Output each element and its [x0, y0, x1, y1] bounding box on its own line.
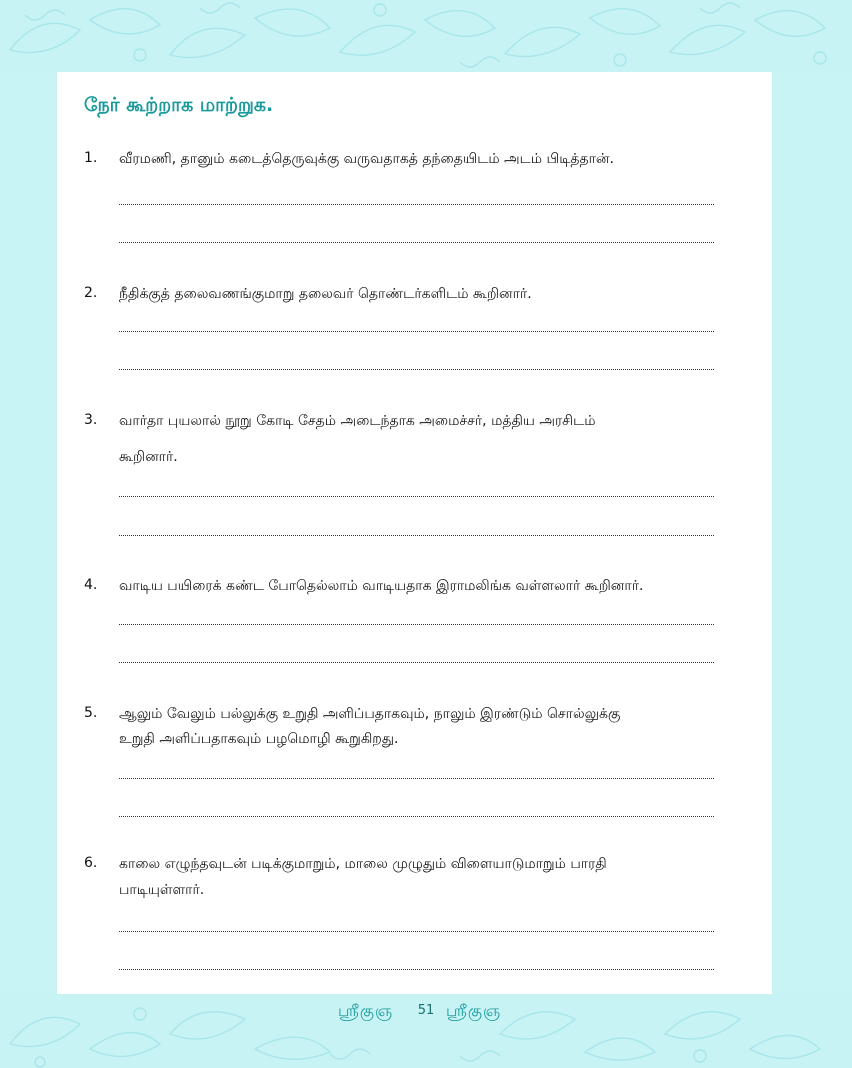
question-text-continued: பாடியுள்ளார். — [119, 882, 205, 898]
answer-line[interactable] — [119, 816, 714, 817]
page-title: நேர் கூற்றாக மாற்றுக. — [84, 94, 274, 116]
question-text: வார்தா புயலால் நூறு கோடி சேதம் அடைந்தாக அமைச்சர், மத்திய அரசிடம் — [119, 413, 596, 429]
question-number: 6. — [84, 855, 98, 871]
answer-line[interactable] — [119, 662, 714, 663]
question-text-continued: கூறினார். — [119, 449, 178, 465]
right-border — [772, 72, 852, 994]
question-text: வாடிய பயிரைக் கண்ட போதெல்லாம் வாடியதாக இராமலிங்க வள்ளலார் கூறினார். — [119, 578, 644, 594]
question-number: 4. — [84, 577, 98, 593]
question-text: வீரமணி, தானும் கடைத்தெருவுக்கு வருவதாகத் தந்தையிடம் அடம் பிடித்தான். — [119, 151, 614, 167]
answer-line[interactable] — [119, 931, 714, 932]
answer-line[interactable] — [119, 496, 714, 497]
question-text-continued: உறுதி அளிப்பதாகவும் பழமொழி கூறுகிறது. — [119, 731, 399, 747]
answer-line[interactable] — [119, 778, 714, 779]
answer-line[interactable] — [119, 969, 714, 970]
answer-line[interactable] — [119, 204, 714, 205]
question-text: ஆலும் வேலும் பல்லுக்கு உறுதி அளிப்பதாகவும், நாலும் இரண்டும் சொல்லுக்கு — [119, 706, 621, 722]
question-text: காலை எழுந்தவுடன் படிக்குமாறும், மாலை முழுதும் விளையாடுமாறும் பாரதி — [119, 856, 607, 872]
left-border — [0, 72, 57, 994]
question-number: 3. — [84, 412, 98, 428]
footer-ornament-right: ஶ்ரீகுஞ — [446, 1001, 502, 1020]
top-decorative-border — [0, 0, 852, 72]
answer-line[interactable] — [119, 535, 714, 536]
page-number: 51 — [417, 1003, 435, 1018]
answer-line[interactable] — [119, 331, 714, 332]
question-number: 1. — [84, 150, 98, 166]
question-number: 2. — [84, 285, 98, 301]
answer-line[interactable] — [119, 242, 714, 243]
answer-line[interactable] — [119, 369, 714, 370]
leaf-pattern-top — [0, 0, 852, 72]
question-number: 5. — [84, 705, 98, 721]
answer-line[interactable] — [119, 624, 714, 625]
footer-ornament-left: ஶ்ரீகுஞ — [338, 1001, 394, 1020]
question-text: நீதிக்குத் தலைவணங்குமாறு தலைவர் தொண்டர்களிடம் கூறினார். — [119, 286, 532, 302]
